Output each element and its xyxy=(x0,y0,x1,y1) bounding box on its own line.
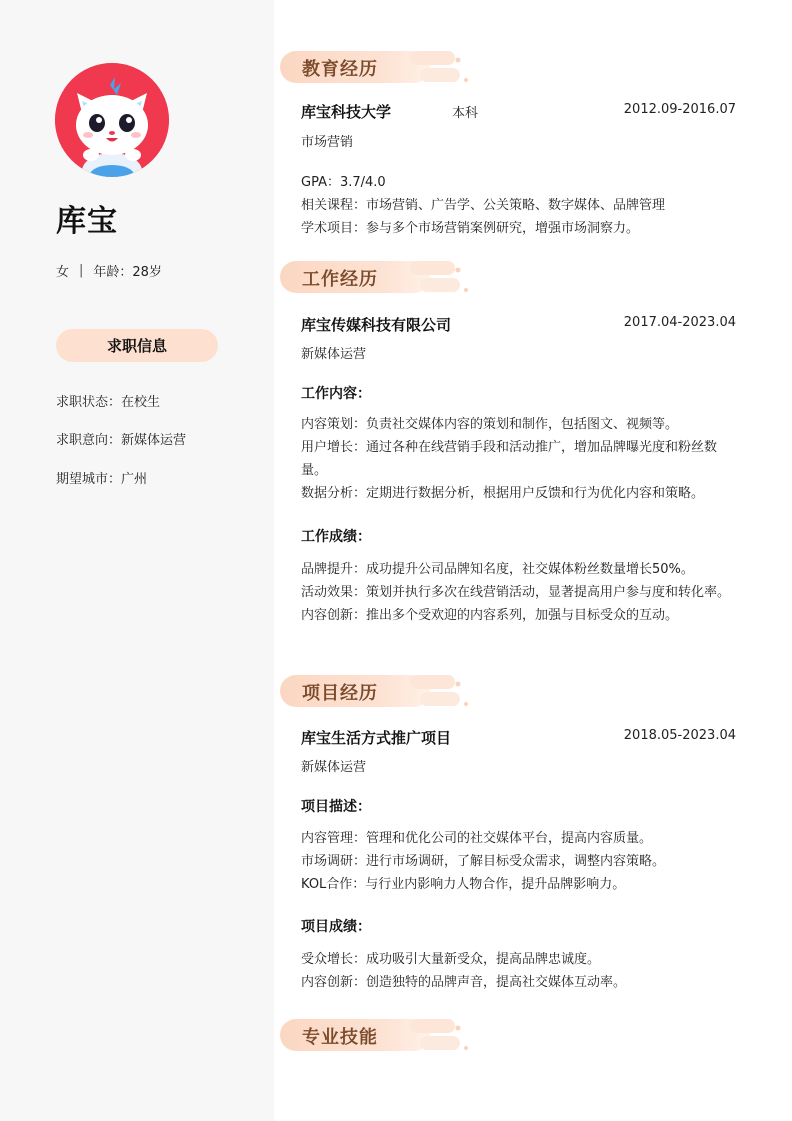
section-title: 专业技能 xyxy=(302,1027,378,1048)
project-period: 2018.05-2023.04 xyxy=(623,728,736,743)
list-item: KOL合作：与行业内影响力人物合作，提升品牌影响力。 xyxy=(301,877,626,892)
project-desc-title: 项目描述： xyxy=(301,799,371,815)
list-item: 受众增长：成功吸引大量新受众，提高品牌忠诚度。 xyxy=(301,952,601,967)
list-item: 内容创新：推出多个受欢迎的内容系列，加强与目标受众的互动。 xyxy=(301,608,679,623)
section-title: 工作经历 xyxy=(302,269,378,290)
project-name: 库宝生活方式推广项目 xyxy=(301,729,452,747)
section-header-work xyxy=(280,258,480,298)
major: 市场营销 xyxy=(301,135,354,150)
school-name: 库宝科技大学 xyxy=(301,103,392,121)
section-title: 项目经历 xyxy=(302,683,378,704)
basic-info xyxy=(56,261,162,280)
work-content-title: 工作内容： xyxy=(301,386,371,402)
gpa: GPA：3.7/4.0 xyxy=(301,175,386,190)
project-desc-list xyxy=(301,827,741,896)
list-item: 内容管理：管理和优化公司的社交媒体平台，提高内容质量。 xyxy=(301,831,653,846)
candidate-name: 库宝 xyxy=(56,204,118,239)
work-role: 新媒体运营 xyxy=(301,347,367,362)
job-intention: 求职意向：新媒体运营 xyxy=(56,433,187,448)
work-results-title: 工作成绩： xyxy=(301,529,371,545)
avatar xyxy=(55,63,169,177)
education-period: 2012.09-2016.07 xyxy=(623,102,736,117)
section-header-skills xyxy=(280,1016,480,1056)
job-city: 期望城市：广州 xyxy=(56,472,148,487)
gender: 女 xyxy=(56,265,70,280)
list-item: 内容创新：创造独特的品牌声音，提高社交媒体互动率。 xyxy=(301,975,627,990)
section-header-education xyxy=(280,48,480,88)
separator: | xyxy=(79,263,84,278)
work-results-list xyxy=(301,558,741,627)
sidebar xyxy=(0,0,274,1121)
cat-avatar-icon xyxy=(55,63,169,177)
project-results-title: 项目成绩： xyxy=(301,919,371,935)
age: 年龄：28岁 xyxy=(93,265,162,280)
list-item: 品牌提升：成功提升公司品牌知名度，社交媒体粉丝数量增长50%。 xyxy=(301,562,694,577)
section-header-project xyxy=(280,672,480,712)
company-name: 库宝传媒科技有限公司 xyxy=(301,316,452,334)
courses: 相关课程：市场营销、广告学、公关策略、数字媒体、品牌管理 xyxy=(301,198,666,213)
job-info-heading: 求职信息 xyxy=(56,329,218,362)
project-role: 新媒体运营 xyxy=(301,760,367,775)
list-item: 活动效果：策划并执行多次在线营销活动，显著提高用户参与度和转化率。 xyxy=(301,585,731,600)
list-item: 市场调研：进行市场调研，了解目标受众需求，调整内容策略。 xyxy=(301,854,666,869)
list-item: 内容策划：负责社交媒体内容的策划和制作，包括图文、视频等。 xyxy=(301,417,679,432)
section-title: 教育经历 xyxy=(302,59,378,80)
list-item: 数据分析：定期进行数据分析，根据用户反馈和行为优化内容和策略。 xyxy=(301,486,705,501)
work-period: 2017.04-2023.04 xyxy=(623,315,736,330)
academic-projects: 学术项目：参与多个市场营销案例研究，增强市场洞察力。 xyxy=(301,221,640,236)
list-item: 用户增长：通过各种在线营销手段和活动推广，增加品牌曝光度和粉丝数量。 xyxy=(301,440,718,478)
work-content-list xyxy=(301,413,741,505)
project-results-list xyxy=(301,948,741,994)
job-status: 求职状态：在校生 xyxy=(56,395,161,410)
degree: 本科 xyxy=(452,106,479,121)
